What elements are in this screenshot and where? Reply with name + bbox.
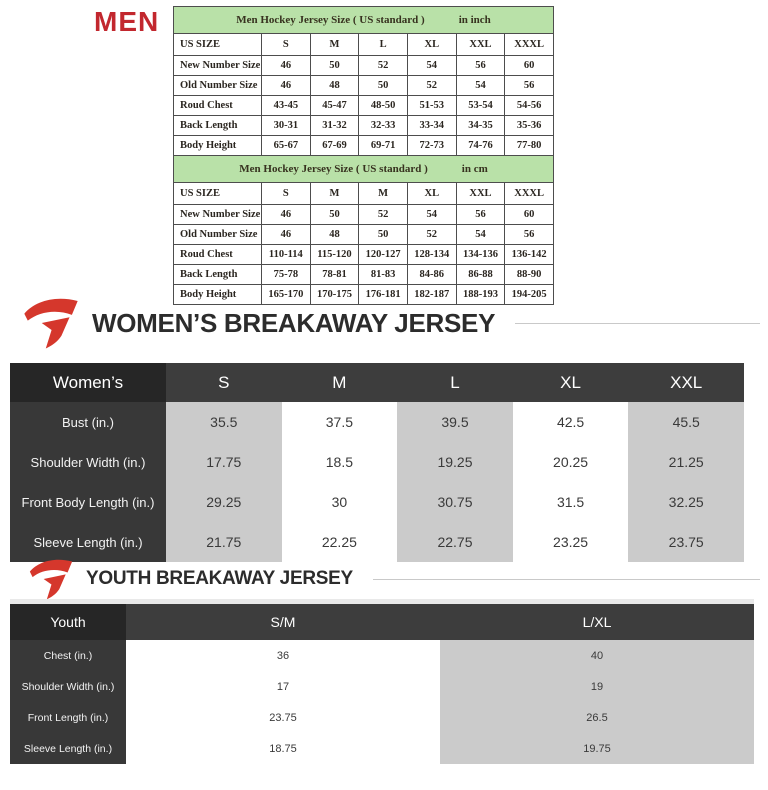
size-value: 67-69 <box>310 136 359 156</box>
column-header: L <box>359 34 408 56</box>
men-table-title-row <box>174 7 554 34</box>
column-header: XL <box>513 363 629 402</box>
size-value: 23.25 <box>553 534 589 550</box>
womens-section-title: WOMEN’S BREAKAWAY JERSEY <box>92 307 496 338</box>
womens-section-heading <box>22 294 760 352</box>
size-value: 17.75 <box>166 442 282 482</box>
size-value: 35-36 <box>505 116 554 136</box>
size-value: 54-56 <box>505 96 554 116</box>
column-header: S/M <box>126 604 440 640</box>
column-header: L <box>397 363 513 402</box>
row-label: Shoulder Width (in.) <box>10 671 126 702</box>
size-value: 32.25 <box>628 482 744 522</box>
column-header: XL <box>407 183 456 205</box>
table-row <box>10 671 754 702</box>
youth-section-heading <box>28 556 760 602</box>
column-header: L/XL <box>440 604 754 640</box>
column-header: XXXL <box>505 183 554 205</box>
table-row <box>174 225 554 245</box>
size-value: 29.25 <box>166 482 282 522</box>
column-header: XXL <box>456 183 505 205</box>
row-label: Chest (in.) <box>10 640 126 671</box>
size-value: 188-193 <box>456 285 505 305</box>
column-header: S <box>166 363 282 402</box>
size-value: 31.5 <box>556 494 585 510</box>
table-row <box>10 482 744 522</box>
size-value: 65-67 <box>262 136 311 156</box>
size-value: 56 <box>505 225 554 245</box>
size-value: 35.5 <box>166 402 282 442</box>
size-value: 56 <box>505 76 554 96</box>
size-value: 37.5 <box>325 414 354 430</box>
row-label: Back Length <box>174 265 262 285</box>
size-value: 19.75 <box>440 733 754 764</box>
size-value: 54 <box>456 225 505 245</box>
men-table-title-cell <box>174 156 554 183</box>
column-header: XXL <box>628 363 744 402</box>
size-value: 136-142 <box>505 245 554 265</box>
size-value: 69-71 <box>359 136 408 156</box>
men-table-title: Men Hockey Jersey Size ( US standard ) <box>239 163 428 175</box>
size-value: 52 <box>407 225 456 245</box>
size-value: 19 <box>440 671 754 702</box>
size-value: 170-175 <box>310 285 359 305</box>
table-row <box>174 116 554 136</box>
table-row <box>174 245 554 265</box>
size-value: 50 <box>310 205 359 225</box>
column-header: M <box>359 183 408 205</box>
size-value: 54 <box>407 205 456 225</box>
table-row <box>10 702 754 733</box>
size-value: 115-120 <box>310 245 359 265</box>
size-value: 60 <box>505 205 554 225</box>
size-value: 32-33 <box>359 116 408 136</box>
fanatics-flag-icon <box>28 556 74 602</box>
row-label: New Number Size <box>174 56 262 76</box>
size-value: 86-88 <box>456 265 505 285</box>
heading-divider-line <box>373 579 760 580</box>
size-value: 48 <box>310 225 359 245</box>
table-row <box>10 402 744 442</box>
size-value: 52 <box>407 76 456 96</box>
table-row <box>174 136 554 156</box>
column-header: XXL <box>456 34 505 56</box>
size-value: 75-78 <box>262 265 311 285</box>
size-value: 52 <box>359 205 408 225</box>
header-row <box>10 363 744 402</box>
size-value: 74-76 <box>456 136 505 156</box>
table-row <box>174 56 554 76</box>
table-row <box>10 733 754 764</box>
size-value: 46 <box>262 56 311 76</box>
table-row <box>10 442 744 482</box>
size-value: 56 <box>456 205 505 225</box>
youth-size-table-body <box>10 604 754 764</box>
men-size-table <box>173 6 554 305</box>
men-table-title: Men Hockey Jersey Size ( US standard ) <box>236 14 425 26</box>
size-value: 21.25 <box>628 442 744 482</box>
row-label: Bust (in.) <box>10 402 166 442</box>
size-value: 54 <box>456 76 505 96</box>
table-row <box>174 96 554 116</box>
size-value: 120-127 <box>359 245 408 265</box>
size-value: 26.5 <box>440 702 754 733</box>
row-label: Roud Chest <box>174 245 262 265</box>
corner-header: Women’s <box>10 363 166 402</box>
men-size-header-row <box>174 183 554 205</box>
size-value: 23.75 <box>628 522 744 562</box>
size-value: 50 <box>359 225 408 245</box>
table-row <box>174 265 554 285</box>
row-label: US SIZE <box>174 183 262 205</box>
size-value: 34-35 <box>456 116 505 136</box>
youth-size-table <box>10 604 754 764</box>
size-value: 21.75 <box>166 522 282 562</box>
size-value: 43-45 <box>262 96 311 116</box>
men-section-title: MEN <box>94 6 160 37</box>
size-value: 60 <box>505 56 554 76</box>
row-label: US SIZE <box>174 34 262 56</box>
size-value: 176-181 <box>359 285 408 305</box>
row-label: New Number Size <box>174 205 262 225</box>
row-label: Front Length (in.) <box>10 702 126 733</box>
row-label: Shoulder Width (in.) <box>10 442 166 482</box>
youth-section-title: YOUTH BREAKAWAY JERSEY <box>86 568 353 589</box>
row-label: Body Height <box>174 285 262 305</box>
men-table-unit: in inch <box>458 14 491 26</box>
size-value: 110-114 <box>262 245 311 265</box>
heading-divider-line <box>515 323 760 324</box>
size-value: 194-205 <box>505 285 554 305</box>
size-value: 40 <box>440 640 754 671</box>
size-value: 45-47 <box>310 96 359 116</box>
size-value: 182-187 <box>407 285 456 305</box>
size-value: 88-90 <box>505 265 554 285</box>
size-value: 128-134 <box>407 245 456 265</box>
size-value: 22.25 <box>321 534 357 550</box>
size-value: 31-32 <box>310 116 359 136</box>
fanatics-flag-icon <box>22 294 80 352</box>
row-label: Front Body Length (in.) <box>10 482 166 522</box>
size-value: 46 <box>262 225 311 245</box>
men-table-title-cell <box>174 7 554 34</box>
size-value: 30-31 <box>262 116 311 136</box>
size-value: 45.5 <box>628 402 744 442</box>
corner-header: Youth <box>10 604 126 640</box>
size-value: 46 <box>262 76 311 96</box>
size-value: 77-80 <box>505 136 554 156</box>
size-value: 134-136 <box>456 245 505 265</box>
men-size-table-body <box>174 7 554 305</box>
table-row <box>10 640 754 671</box>
column-header: M <box>310 183 359 205</box>
womens-size-table-body <box>10 363 744 562</box>
size-value: 19.25 <box>397 442 513 482</box>
table-row <box>174 205 554 225</box>
size-value: 42.5 <box>556 414 585 430</box>
size-value: 54 <box>407 56 456 76</box>
size-value: 50 <box>359 76 408 96</box>
size-value: 39.5 <box>397 402 513 442</box>
size-value: 78-81 <box>310 265 359 285</box>
row-label: Sleeve Length (in.) <box>10 733 126 764</box>
size-value: 48 <box>310 76 359 96</box>
column-header: M <box>282 363 398 402</box>
column-header: XXXL <box>505 34 554 56</box>
row-label: Roud Chest <box>174 96 262 116</box>
size-value: 53-54 <box>456 96 505 116</box>
size-value: 22.75 <box>397 522 513 562</box>
size-value: 46 <box>262 205 311 225</box>
womens-size-table <box>10 363 744 562</box>
column-header: S <box>262 183 311 205</box>
size-value: 50 <box>310 56 359 76</box>
size-value: 36 <box>276 649 290 662</box>
size-value: 20.25 <box>553 454 589 470</box>
row-label: Old Number Size <box>174 76 262 96</box>
size-value: 56 <box>456 56 505 76</box>
size-value: 18.5 <box>325 454 354 470</box>
men-table-title-row <box>174 156 554 183</box>
column-header: S <box>262 34 311 56</box>
men-size-header-row <box>174 34 554 56</box>
size-value: 33-34 <box>407 116 456 136</box>
size-value: 30 <box>331 494 348 510</box>
row-label: Old Number Size <box>174 225 262 245</box>
size-value: 17 <box>276 680 290 693</box>
header-row <box>10 604 754 640</box>
size-value: 84-86 <box>407 265 456 285</box>
column-header: M <box>310 34 359 56</box>
size-value: 23.75 <box>269 711 297 724</box>
size-value: 30.75 <box>397 482 513 522</box>
row-label: Sleeve Length (in.) <box>10 522 166 562</box>
size-value: 165-170 <box>262 285 311 305</box>
table-row <box>174 76 554 96</box>
men-table-unit: in cm <box>461 163 488 175</box>
row-label: Back Length <box>174 116 262 136</box>
size-value: 52 <box>359 56 408 76</box>
size-value: 48-50 <box>359 96 408 116</box>
size-value: 18.75 <box>269 742 297 755</box>
size-value: 81-83 <box>359 265 408 285</box>
size-value: 72-73 <box>407 136 456 156</box>
row-label: Body Height <box>174 136 262 156</box>
column-header: XL <box>407 34 456 56</box>
size-value: 51-53 <box>407 96 456 116</box>
